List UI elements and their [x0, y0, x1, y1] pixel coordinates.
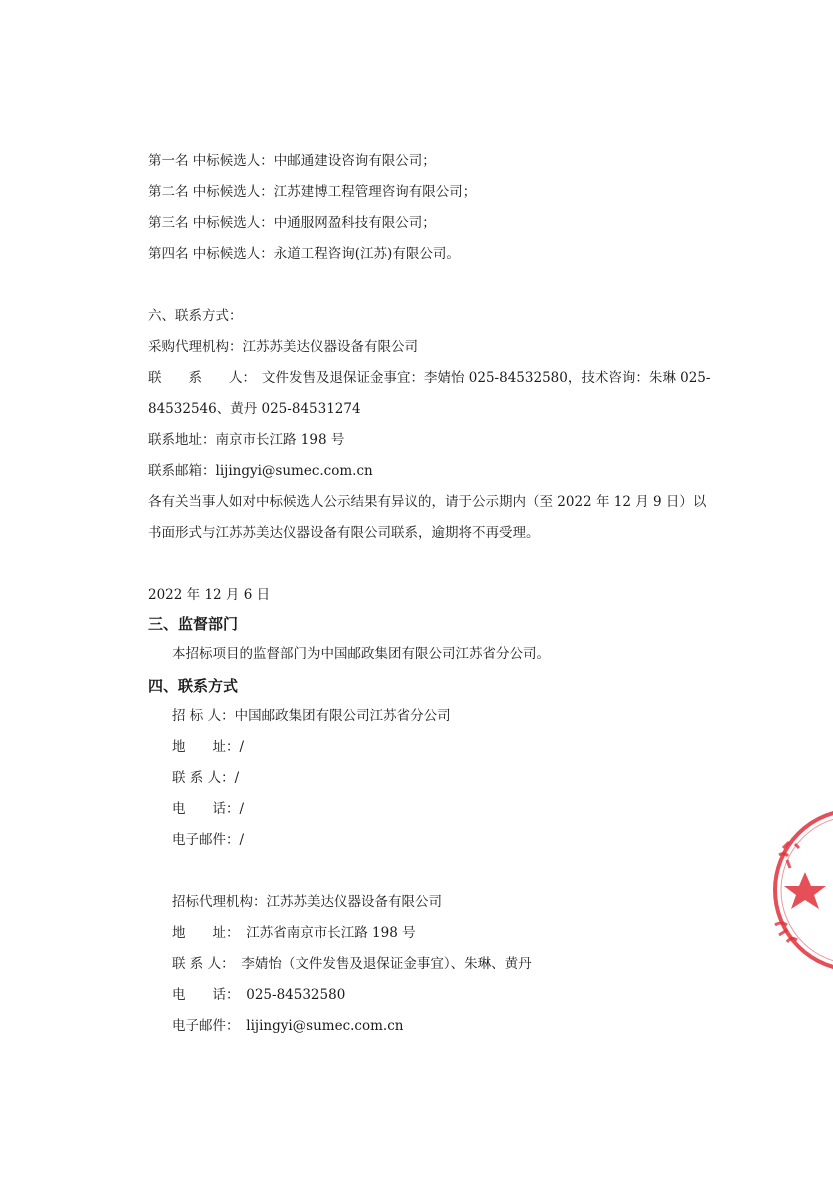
candidate-4: 第四名 中标候选人：永道工程咨询(江苏)有限公司。: [148, 246, 460, 262]
objection-line1: 各有关当事人如对中标候选人公示结果有异议的，请于公示期内（至 2022 年 12 月 9 日）以: [148, 494, 707, 510]
candidate-3: 第三名 中标候选人：中通服网盈科技有限公司；: [148, 215, 436, 231]
agency-email: 电子邮件： lijingyi@sumec.com.cn: [172, 1018, 404, 1034]
tenderer-phone: 电 话：/: [172, 801, 245, 817]
section3-text: 本招标项目的监督部门为中国邮政集团有限公司江苏省分公司。: [172, 646, 550, 662]
agency-name: 招标代理机构：江苏苏美达仪器设备有限公司: [172, 894, 442, 910]
tenderer-name: 招 标 人：中国邮政集团有限公司江苏省分公司: [172, 708, 451, 724]
contact6-agency: 采购代理机构：江苏苏美达仪器设备有限公司: [148, 339, 418, 355]
contact6-address: 联系地址：南京市长江路 198 号: [148, 432, 345, 448]
agency-phone: 电 话： 025-84532580: [172, 987, 346, 1003]
contact6-person-label: 联 系 人：: [148, 370, 256, 386]
candidate-2: 第二名 中标候选人：江苏建博工程管理咨询有限公司；: [148, 184, 477, 200]
tenderer-email: 电子邮件：/: [172, 832, 245, 848]
agency-address: 地 址： 江苏省南京市长江路 198 号: [172, 925, 416, 941]
company-seal: [765, 800, 833, 980]
tenderer-contact: 联 系 人：/: [172, 770, 240, 786]
section3-heading: 三、监督部门: [148, 615, 239, 633]
tenderer-address: 地 址：/: [172, 739, 245, 755]
objection-line2: 书面形式与江苏苏美达仪器设备有限公司联系，逾期将不再受理。: [148, 525, 540, 541]
section4-heading: 四、联系方式: [148, 677, 239, 695]
contact6-title: 六、联系方式：: [148, 308, 243, 324]
notice-date: 2022 年 12 月 6 日: [148, 587, 271, 603]
contact6-person-line1: 文件发售及退保证金事宜：李婧怡 025-84532580，技术咨询：朱琳 025-: [262, 370, 711, 386]
candidate-1: 第一名 中标候选人：中邮通建设咨询有限公司；: [148, 153, 436, 169]
contact6-email: 联系邮箱：lijingyi@sumec.com.cn: [148, 463, 373, 479]
contact6-person-line2: 84532546、黄丹 025-84531274: [148, 401, 361, 417]
agency-contact: 联 系 人： 李婧怡（文件发售及退保证金事宜）、朱琳、黄丹: [172, 956, 532, 972]
